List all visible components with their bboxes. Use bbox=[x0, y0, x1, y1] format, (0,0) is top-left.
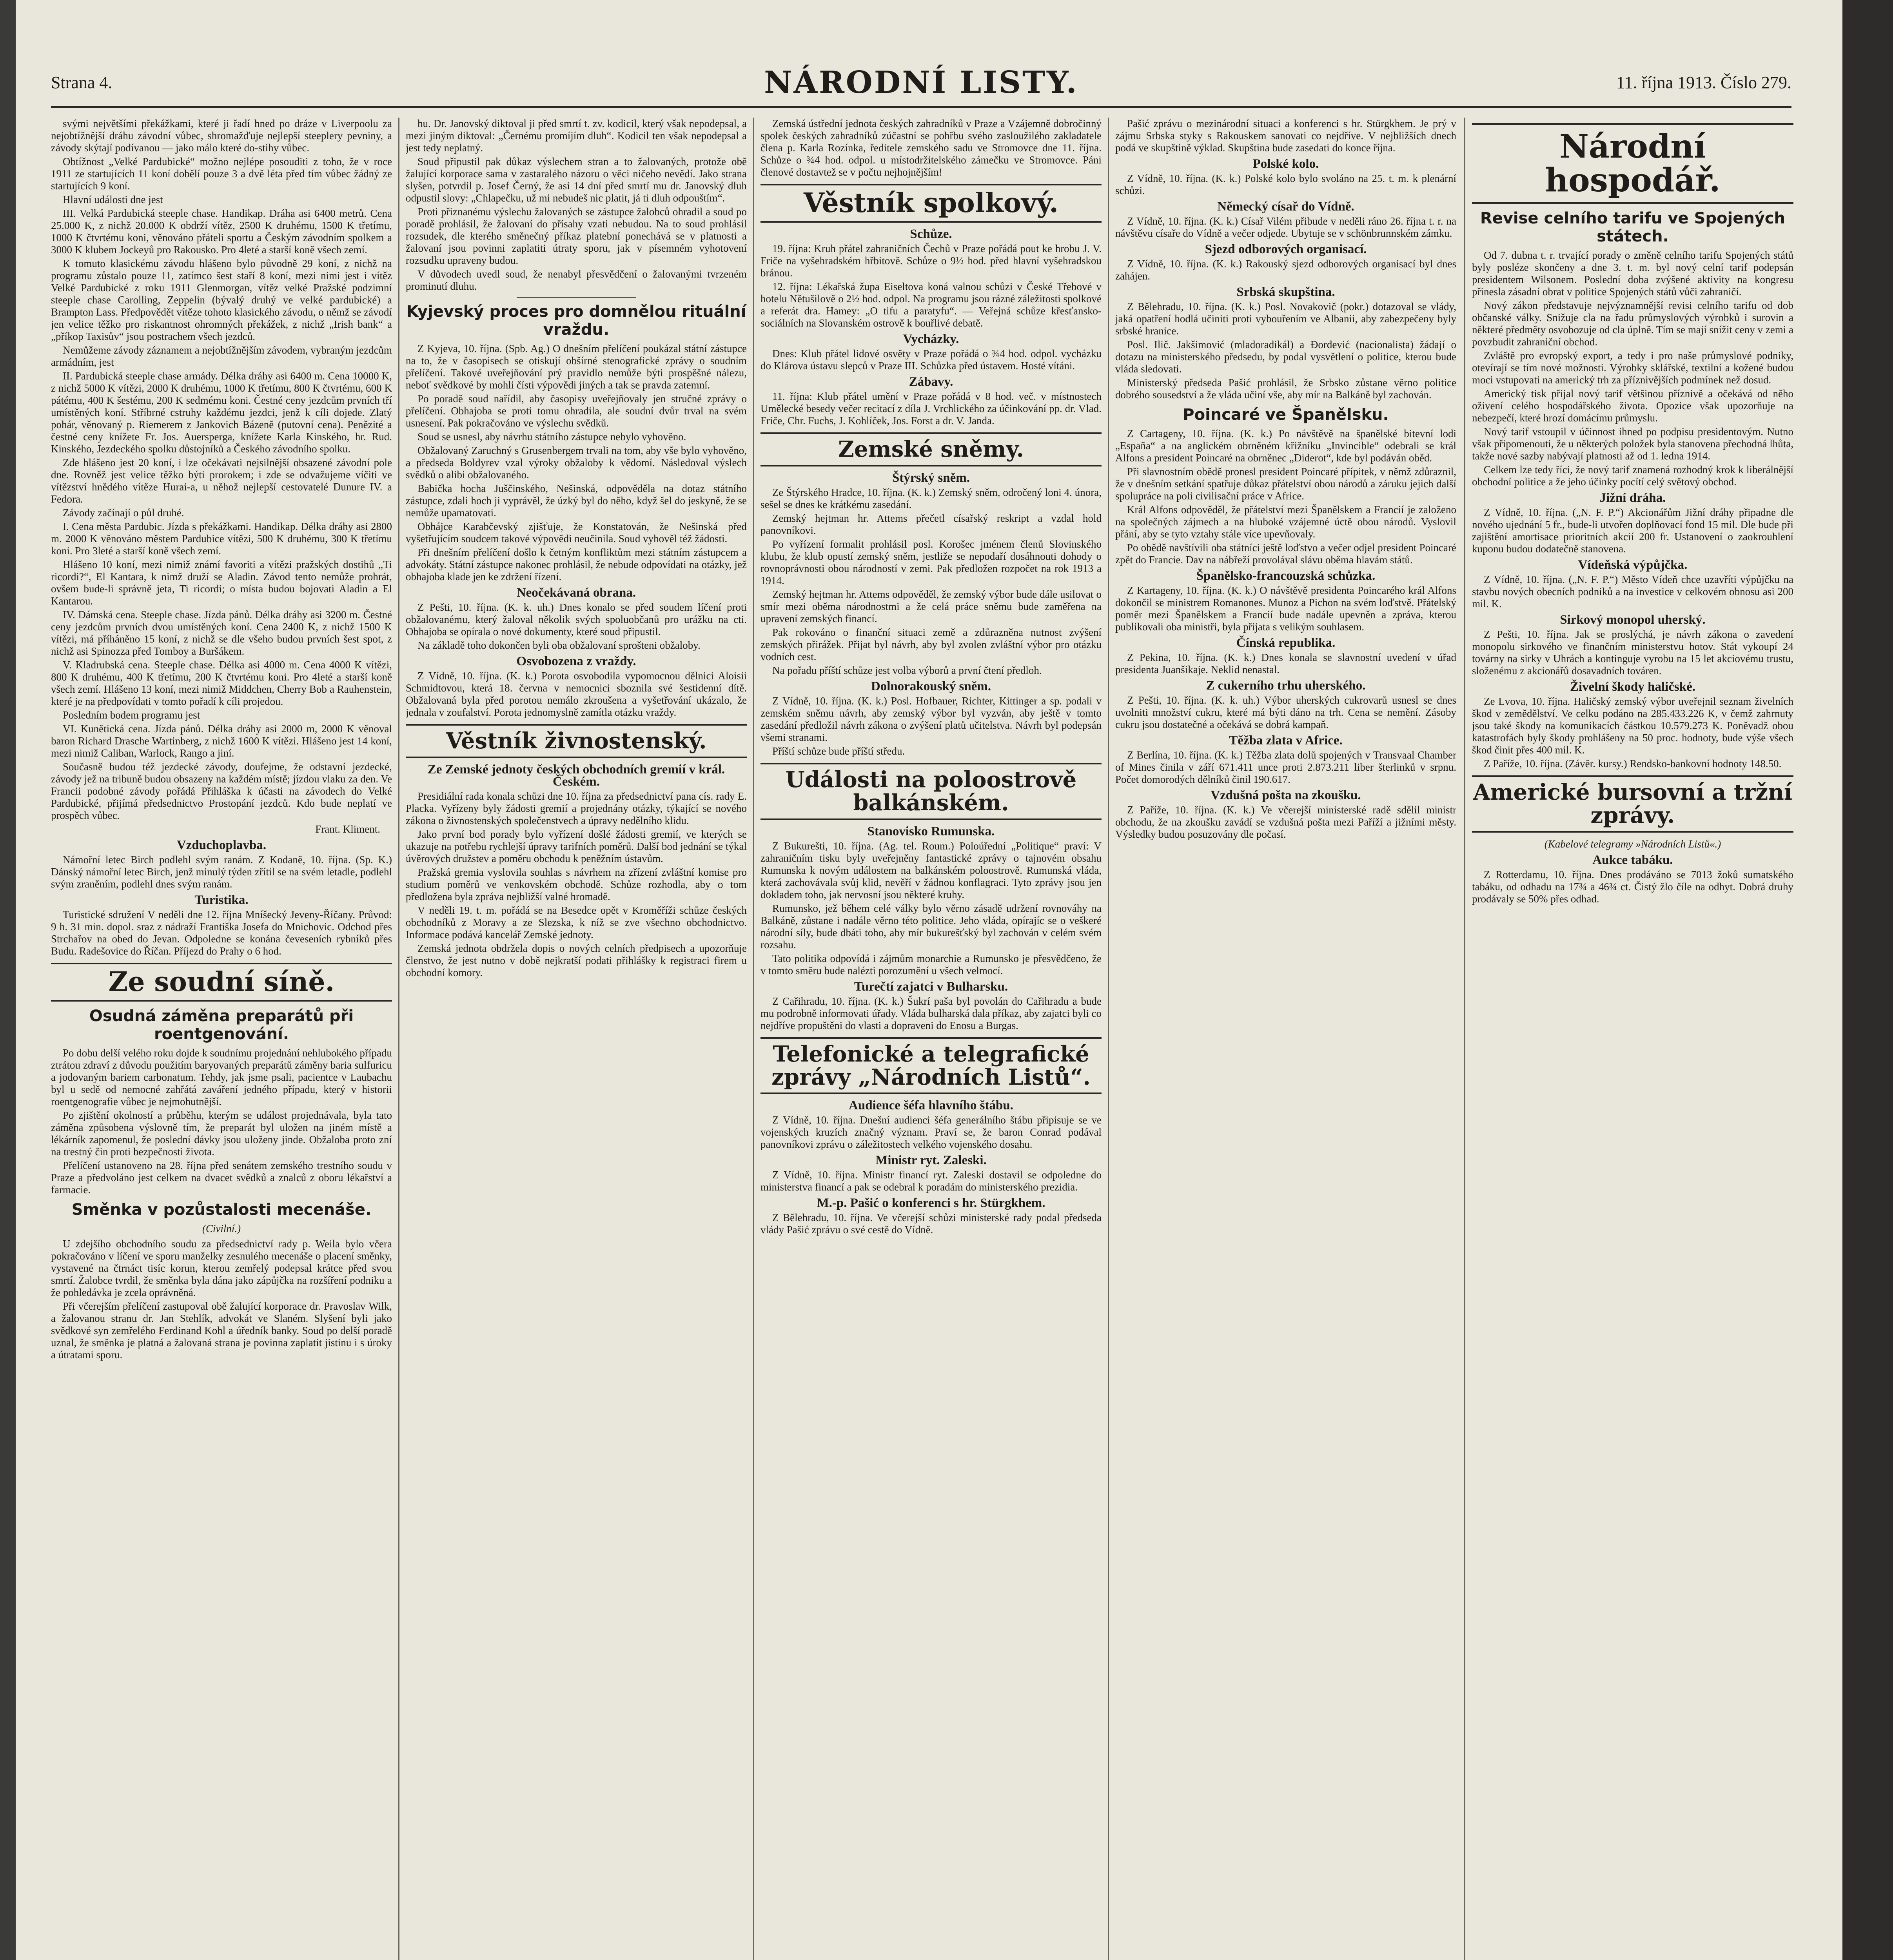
article-paragraph: Z Bukurešti, 10. října. (Ag. tel. Roum.) Poloúřední „Politique“ praví: V zahraničním tisku byly uveřejněny fantastické zprávy o tajnovém obsahu Rumunska k novým událostem na balkánském poloostrově. Rumunská vláda, která zachovávala svůj klid, nevěří v žádnou konflagraci. Tyto zprávy jsou jen dokladem toho, jak nervosní jsou některé kruhy. bbox=[760, 840, 1102, 900]
section-heading: M.-p. Pašić o konferenci s hr. Stürgkhem. bbox=[817, 1196, 1045, 1210]
section-heading: Čínská republika. bbox=[1236, 636, 1336, 650]
column-rule bbox=[753, 118, 754, 1960]
section-heading: Vycházky. bbox=[903, 332, 959, 347]
article-paragraph: Z Pekina, 10. října. (K. k.) Dnes konala se slavnostní uvedení v úřad presidenta Juanšikaje. Neklid nenastal. bbox=[1115, 652, 1456, 675]
article-headline: Neočekávaná obrana. bbox=[516, 586, 636, 600]
article-paragraph: Turistické sdružení V neděli dne 12. října Mníšecký Jeveny-Říčany. Průvod: 9 h. 31 min. dopol. sraz z nádraží Františka Josefa do Mnichovic. Odchod přes Strchařov na obed do Jevan. Odpoledne se konána čeveseních rybníků přes Budu. Radešovice do Říčan. Příjezd do Prahy o 6 hod. bbox=[51, 909, 392, 957]
column-2 bbox=[406, 118, 747, 1960]
article-paragraph: Z Cartageny, 10. října. (K. k.) Po návštěvě na španělské bitevní lodi „España“ a na anglickém obrněném křižníku „Invincible“ odebrali se král Alfons a president Poincaré na obrněnec „Diderot“, kde byl podáván oběd. bbox=[1115, 428, 1456, 464]
article-paragraph: Hlavní události dne jest bbox=[63, 194, 163, 205]
section-heading: Jižní dráha. bbox=[1599, 491, 1666, 505]
article-paragraph: Dnes: Klub přátel lidové osvěty v Praze pořádá o ¾4 hod. odpol. vycházku do Klárova ústavu slepců v Praze III. Schůzka před ústavem. Hosté vítáni. bbox=[760, 348, 1102, 372]
article-paragraph: Současně budou též jezdecké závody, doufejme, že odstavní jezdecké, závody jež na tribuně budou obsazeny na každém místě; jízdou vlaku za den. Ve Francii podobné závody pořádá Přihláška k účasti na závodech do Velké Pardubické, přijímá předsednictvo Prostopání jezdců. Kdo bude neplatí ve prospěch vůbec. bbox=[51, 761, 392, 821]
article-paragraph: 19. října: Kruh přátel zahraničních Čechů v Praze pořádá pout ke hrobu J. V. Friče na vyšehradském hřbitově. Schůze o 9½ hod. před hlavní vyšehradskou bránou. bbox=[760, 243, 1102, 279]
article-paragraph: Z Pešti, 10. října. Jak se proslýchá, je návrh zákona o zavedení monopolu sirkového ve finančním ministerstvu hotov. Stát vykoupí 24 továrny na sirky v Uhrách a kontinguje vyrobu na 15 let akciovému trustu, složenému z akcionářů dosavadních továren. bbox=[1472, 628, 1793, 677]
article-paragraph: Ze Štýrského Hradce, 10. října. (K. k.) Zemský sněm, odročený loni 4. února, sešel se dnes ke krátkému zasedání. bbox=[760, 486, 1102, 511]
column-rule bbox=[398, 118, 399, 1960]
column-rule bbox=[1464, 118, 1465, 1960]
section-heading: Ministr ryt. Zaleski. bbox=[875, 1153, 987, 1168]
article-paragraph: svými největšími překážkami, které ji řadí hned po dráze v Liverpoolu za nejobtížnější dráhu závodní vůbec, shromažďuje nejlepší steeplery pevniny, a závody skýtají podívanou — jako málo které do-stihy vůbec. bbox=[51, 118, 392, 154]
section-title-economy: Národní hospodář. bbox=[1472, 123, 1793, 204]
issue-date: 11. října 1913. Číslo 279. bbox=[1616, 73, 1791, 92]
masthead bbox=[51, 51, 1791, 108]
article-paragraph: Z Paříže, 10. října. (Závěr. kursy.) Rendsko-bankovní hodnoty 148.50. bbox=[1484, 758, 1782, 770]
article-paragraph: Z Rotterdamu, 10. října. Dnes prodáváno se 7013 žoků sumatského tabáku, od odhadu na 17¾ a 46¾ ct. Čistý žlo číle na odhyt. Dobrá druhy prodávaly se 50% přes odhad. bbox=[1472, 868, 1793, 905]
article-paragraph: Na pořadu příští schůze jest volba výborů a první čtení předloh. bbox=[772, 664, 1042, 677]
article-paragraph: I. Cena města Pardubic. Jízda s překážkami. Handikap. Délka dráhy asi 2800 m. 2000 K věnováno městem Pardubice vítězi, 500 K druhému, 300 K třetímu koni. Pro 3leté a starší koně všech zemí. bbox=[51, 521, 392, 557]
section-heading: Audience šéfa hlavního štábu. bbox=[849, 1098, 1013, 1113]
article-paragraph: Příští schůze bude příští středu. bbox=[772, 745, 905, 757]
article-paragraph: Zvláště pro evropský export, a tedy i pro naše průmyslové podniky, otevírají se tím nové možnosti. Výrobky sklářské, textilní a kožené budou moci vstupovati na americký trh za příznivějších podmínek než dosud. bbox=[1472, 350, 1793, 386]
article-paragraph: Z Vídně, 10. října. Dnešní audienci šéfa generálního štábu připisuje se ve vojenských kruzích značný význam. Praví se, že baron Conrad podával panovníkovi zprávu o záležitostech velkého vojenského dosahu. bbox=[760, 1114, 1102, 1151]
article-paragraph: Z Bělehradu, 10. října. Ve včerejší schůzi ministerské rady podal předseda vlády Pašić zprávu o své cestě do Vídně. bbox=[760, 1212, 1102, 1236]
section-heading: Turečtí zajatci v Bulharsku. bbox=[854, 979, 1008, 994]
article-paragraph: III. Velká Pardubická steeple chase. Handikap. Dráha asi 6400 metrů. Cena 25.000 K, z nichž 20.000 K obdrží vítěz, 2500 K druhému, 1500 K třetímu, 1000 K čtvrtému koni, věnováno přáteli sportu a Českým závodním spolkem a 3000 K klubem Jockeyů pro Rakousko. Pro 4leté a starší koně všech zemí. bbox=[51, 207, 392, 256]
article-paragraph: Americký tisk přijal nový tarif většinou příznivě a očekává od něho oživení celého hospodářského života. Opozice však upozorňuje na nebezpečí, které hrozí domácímu průmyslu. bbox=[1472, 388, 1793, 424]
article-paragraph: Po poradě soud nařídil, aby časopisy uveřejňovaly jen stručné zprávy o přelíčení. Obhajoba se proti tomu ohradila, ale soudní dvůr trval na svém usnesení. Pak pokračováno ve výslechu svědků. bbox=[406, 393, 747, 429]
article-paragraph: Obhájce Karabčevský zjišťuje, že Konstatován, že Nešinská před vyšetřujícím soudcem takové výpovědi neučinila. Soud vyhověl též žádosti. bbox=[406, 521, 747, 544]
article-paragraph: Z Vídně, 10. října. (K. k.) Polské kolo bylo svoláno na 25. t. m. k plenární schůzi. bbox=[1115, 172, 1456, 196]
article-paragraph: Obžalovaný Zaruchný s Grusenbergem trvali na tom, aby vše bylo vyhověno, a předseda Boldyrev vzal výroky obžaloby k vědomí. Následoval výslech svědků o alibi obžalovaného. bbox=[406, 445, 747, 481]
article-headline: Revise celního tarifu ve Spojených státech. bbox=[1480, 209, 1786, 246]
article-paragraph: Zde hlášeno jest 20 koní, i lze očekávati nejsilnější obsazené závodní pole dne. Rovněž jest velice těžko býti prorokem; i zde se odvažujeme víčiti ve vítězství hnědého vítěze Hurai-a, u něhož nejlepší cestovatelé Dunure IV. a Fedora. bbox=[51, 457, 392, 505]
article-paragraph: Z Vídně, 10. října. (K. k.) Císař Vilém přibude v neděli ráno 26. října t. r. na návštěvu císaře do Vídně a večer odjede. Ubytuje se v schönbrunnském zámku. bbox=[1115, 215, 1456, 239]
section-heading: Z cukerního trhu uherského. bbox=[1206, 679, 1366, 693]
article-paragraph: Z Cařihradu, 10. října. (K. k.) Šukrí paša byl povolán do Cařihradu a bude mu podrobně informovati úřady. Vláda bulharská dala příkaz, aby zajatci byli co nejdříve propuštěni do vlasti a dopraveni do Enosu a Burgas. bbox=[760, 995, 1102, 1031]
section-heading: Těžba zlata v Africe. bbox=[1229, 733, 1343, 748]
section-title-telegrams: Telefonické a telegrafické zprávy „Národních Listů“. bbox=[760, 1037, 1102, 1094]
section-heading: Polské kolo. bbox=[1252, 157, 1319, 171]
section-heading: Sirkový monopol uherský. bbox=[1560, 613, 1706, 627]
page-number: Strana 4. bbox=[51, 73, 113, 92]
article-paragraph: Z Pešti, 10. října. (K. k. uh.) Dnes konalo se před soudem líčení proti obžalovanému, který žaloval několik svých spoluobčanů pro urážku na cti. Obhajoba se opírala o nové dokumenty, které soud připustil. bbox=[406, 601, 747, 637]
section-title-american-markets: Americké bursovní a tržní zprávy. bbox=[1472, 775, 1793, 833]
article-paragraph: Při dnešním přelíčení došlo k četným konfliktům mezi státním zástupcem a advokáty. Státní zástupce nakonec prohlásil, že nebude odpovídati na otázky, jež obhajoba klade jen ke zdržení řízení. bbox=[406, 546, 747, 583]
article-paragraph: Pražská gremia vyslovila souhlas s návrhem na zřízení zvláštní komise pro studium poměrů ve venkovském obchodě. Schůze rozhodla, aby o tom předložena byla zpráva nejbližší valné hromadě. bbox=[406, 866, 747, 902]
article-paragraph: IV. Dámská cena. Steeple chase. Jízda pánů. Délka dráhy asi 3200 m. Čestné ceny jezdcům prvních dvou umístěných koní. Cena 2400 K, z nichž 1500 K vítězi, má příháněno 15 koní, z nichž se dle všeho budou prvních šest spot, z nichž asi Spinozza před Tomboy a Buršákem. bbox=[51, 609, 392, 657]
article-paragraph: Presidiální rada konala schůzi dne 10. října za předsednictví pana cís. rady E. Placka. Vyřízeny byly žádosti gremií a projednány otázky, týkající se nového zákona o živnostenských společenstvech a úpravy nedělního klidu. bbox=[406, 790, 747, 826]
column-5 bbox=[1472, 118, 1793, 1960]
article-paragraph: Po vyřízení formalit prohlásil posl. Korošec jménem členů Slovinského klubu, že klub opustí zemský sněm, jestliže se nepodaří dosáhnouti dohody o rovnoprávnosti obou národností v zemi. Pak předložen rozpočet na rok 1913 a 1914. bbox=[760, 538, 1102, 587]
section-title-court: Ze soudní síně. bbox=[51, 963, 392, 1002]
article-paragraph: U zdejšího obchodního soudu za předsednictví rady p. Weila bylo včera pokračováno v líčení ve sporu manželky zesnulého mecenáše o placení směnky, vystavené na čtrnáct tisíc korun, kterou zemřelý podepsal krátce před svou smrtí. Žalobce tvrdil, že směnka byla dána jako zápůjčka na rozšíření podniku a že pohledávka je zcela oprávněná. bbox=[51, 1238, 392, 1299]
section-heading: Živelní škody haličské. bbox=[1570, 680, 1695, 694]
article-paragraph: K tomuto klasickému závodu hlášeno bylo původně 29 koní, z nichž na programu zůstalo pouze 11, zatímco šest staří 8 koní, mezi nimi jest i vítěz Velké Pardubické z roku 1911 Glenmorgan, vítěz velké Pražské podzimní steeple chase Carolling, Zeppelin (bývalý druhý ve velké pardubické) a Brampton Lass. Předpovědět vítěze tohoto klasického závodu, o němž se závodí jen velice těžko pro riskantnost ohromných překážek, z nichž „Irish bank“ a „příkop Taxisův“ jsou postrachem všech jezdců. bbox=[51, 258, 392, 342]
column-3 bbox=[760, 118, 1102, 1960]
article-headline: Směnka v pozůstalosti mecenáše. bbox=[71, 1201, 372, 1219]
article-subtitle: (Civilní.) bbox=[202, 1223, 241, 1235]
column-4 bbox=[1115, 118, 1456, 1960]
article-paragraph: Z Vídně, 10. října. (K. k.) Porota osvobodila vypomocnou dělnici Aloisii Schmidtovou, která 18. června v nemocnici sboznila své šestidenní dítě. Obžalovaná byla před porotou nemálo zkroušena a vyšetřování ukázalo, že jednala v zoufalství. Porota jednomyslně zamítla otázku vraždy. bbox=[406, 670, 747, 718]
article-paragraph: Z Vídně, 10. října. Ministr financí ryt. Zaleski dostavil se odpoledne do ministerstva financí a pak se odebral k poradám do ministerského prezidia. bbox=[760, 1169, 1102, 1193]
article-paragraph: Při slavnostním obědě pronesl president Poincaré přípitek, v němž zdůraznil, že v dnešním setkání spatřuje důkaz přátelství obou národů a záruku jejich další spolupráce na poli civilisační práce v Africe. bbox=[1115, 466, 1456, 502]
article-paragraph: Závody začínají o půl druhé. bbox=[63, 507, 184, 519]
article-paragraph: V. Kladrubská cena. Steeple chase. Délka asi 4000 m. Cena 4000 K vítězi, 800 K druhému, 400 K třetímu, 200 K čtvrtému koni. Pro 4leté a starší koně všech zemí. Hlášeno 13 koní, mezi nimiž Middchen, Cherry Bob a Rauhenstein, které je na předpovídati v tomto pořadí k cíli projedou. bbox=[51, 659, 392, 707]
column-rule bbox=[1108, 118, 1109, 1960]
section-heading: Stanovisko Rumunska. bbox=[867, 824, 995, 838]
article-paragraph: Zemská ústřední jednota českých zahradníků v Praze a Vzájemně dobročinný spolek českých zahradníků zúčastní se pohřbu svého zasloužilého zakladatele člena p. Karla Rozínka, ředitele zemského sadu ve Stromovce dne 11. října. Schůze o ¾4 hod. odpol. u místodržitelského zámečku ve Stromovce. Páni členové dostavtež se v počtu nejhojnějším! bbox=[760, 118, 1102, 178]
article-paragraph: Ze Lvova, 10. října. Haličský zemský výbor uveřejnil seznam živelních škod v zemědělství. Ve celku podáno na 285.433.226 K, v čemž zahrnuty jsou také škody na komunikacích částkou 10.579.273 K. Poněvadž obou katastrofách byly škody prohlášeny na 50 proc. hodnoty, bude výše všech škod činit přes 400 mil. K. bbox=[1472, 695, 1793, 756]
newspaper-title: NÁRODNÍ LISTY. bbox=[764, 65, 1078, 100]
article-paragraph: 11. října: Klub přátel umění v Praze pořádá v 8 hod. več. v místnostech Umělecké besedy večer recitací z díla J. Vrchlického za účinkování pp. dr. Vlad. Friče, Chr. Fuchs, J. Kohlíček, Jos. Forst a dr. V. Janda. bbox=[760, 390, 1102, 427]
article-paragraph: Z Vídně, 10. října. (K. k.) Rakouský sjezd odborových organisací byl dnes zahájen. bbox=[1115, 258, 1456, 282]
article-paragraph: Po obědě navštívili oba státníci ještě loďstvo a večer odjel president Poincaré zpět do Francie. Dav na nábřeží provolával slávu oběma hlavám států. bbox=[1115, 542, 1456, 566]
section-heading: Španělsko-francouzská schůzka. bbox=[1196, 569, 1376, 583]
section-heading: Aukce tabáku. bbox=[1592, 853, 1673, 867]
article-paragraph: V neděli 19. t. m. pořádá se na Besedce opět v Kroměříži schůze českých obchodníků z Moravy a ze Slezska, k níž se zve všechno obchodnictvo. Informace podává kancelář Zemské jednoty. bbox=[406, 904, 747, 940]
column-1 bbox=[51, 118, 392, 1960]
article-paragraph: Námořní letec Birch podlehl svým ranám. Z Kodaně, 10. října. (Sp. K.) Dánský námořní letec Birch, jenž minulý týden zřítil se na svém letadle, podlehl svým zraněním, podlehl dnes svým ranám. bbox=[51, 854, 392, 890]
article-paragraph: Nový zákon představuje nejvýznamnější revisi celního tarifu od dob občanské války. Snižuje cla na řadu průmyslových výrobků i surovin a některé předměty osvobozuje od cla úplně. Tím se mají snížit ceny v zemi a povzbudit zahraniční obchod. bbox=[1472, 299, 1793, 348]
article-paragraph: Na základě toho dokončen byli oba obžalovaní sprošteni obžaloby. bbox=[417, 639, 701, 651]
section-heading: Dolnorakouský sněm. bbox=[871, 679, 991, 694]
article-paragraph: V důvodech uvedl soud, že nenabyl přesvědčení o žalovanými tvrzeném prominutí dluhu. bbox=[406, 268, 747, 292]
article-paragraph: Posledním bodem programu jest bbox=[63, 709, 200, 721]
article-paragraph: Zemský hejtman hr. Attems odpověděl, že zemský výbor bude dále usilovat o smír mezi oběma národnostmi a že celá práce sněmu bude zaměřena na upravení zemských financí. bbox=[760, 588, 1102, 625]
article-paragraph: Zemská jednota obdržela dopis o nových celních předpisech a upozorňuje členstvo, že jest nutno v době nejkratší podati přihlášky k registraci firem u obchodní komory. bbox=[406, 942, 747, 978]
article-headline: Ze Zemské jednoty českých obchodních gremií v král. Českém. bbox=[427, 762, 725, 789]
section-heading: Zábavy. bbox=[909, 375, 953, 389]
article-paragraph: Proti přiznanému výslechu žalovaných se zástupce žalobců ohradil a soud po poradě prohlásil, že žalovaní do přísahy vzati nebudou. Na to soud prohlásil rozsudek, dle kterého směnečný příkaz platební ponechává se v platnosti a žalovaní jsou povinni zaplatiti útraty sporu, jak v písemném vyhotovení rozsudku upraveny budou. bbox=[406, 206, 747, 266]
article-paragraph: Soud se usnesl, aby návrhu státního zástupce nebylo vyhověno. bbox=[417, 431, 686, 443]
section-heading: Schůze. bbox=[910, 227, 952, 241]
article-paragraph: Z Paříže, 10. října. (K. k.) Ve včerejší ministerské radě sdělil ministr obchodu, že na zkoušku zavádí se vzdušná pošta mezi Paříží a jižními městy. Výsledky budou posuzovány dle počasí. bbox=[1115, 804, 1456, 840]
divider bbox=[517, 297, 636, 298]
article-paragraph: Z Berlína, 10. října. (K. k.) Těžba zlata dolů spojených v Transvaal Chamber of Mines činila v září 671.411 unce proti 2.873.211 liber šterlinků v srpnu. Počet domorodých dělníků činil 190.617. bbox=[1115, 749, 1456, 785]
section-title-societies: Věstník spolkový. bbox=[760, 184, 1102, 223]
scan-edge bbox=[1842, 0, 1893, 1960]
article-paragraph: Z Vídně, 10. října. („N. F. P.“) Akcionářům Jižní dráhy připadne dle nového ujednání 5 fr., bude-li utvořen doplňovací fond 15 mil. Dle bude při zajištění amortisace prioritních akcií 200 fr. Ustanovení o zaokrouhlení kuponu budou dodatečně stanovena. bbox=[1472, 506, 1793, 555]
section-title-diets: Zemské sněmy. bbox=[760, 432, 1102, 466]
article-headline: Osvobozena z vraždy. bbox=[516, 654, 636, 668]
article-paragraph: Posl. Ilič. Jakšimović (mladoradikál) a Đorđević (nacionalista) žádají o dotazu na ministerského předsedu, by podal vysvětlení o politice, kterou bude vláda sledovati. bbox=[1115, 339, 1456, 375]
article-paragraph: Celkem lze tedy říci, že nový tarif znamená rozhodný krok k liberálnější obchodní politice a že jeho účinky pocítí celý světový obchod. bbox=[1472, 464, 1793, 488]
section-heading: Sjezd odborových organisací. bbox=[1205, 242, 1367, 256]
article-headline: Kyjevský proces pro domnělou rituální vraždu. bbox=[406, 303, 746, 339]
section-heading: Vzdušná pošta na zkoušku. bbox=[1211, 788, 1361, 802]
article-paragraph: hu. Dr. Janovský diktoval ji před smrtí t. zv. kodicil, který však nepodepsal, a mezi jiným diktoval: „Černému promíjím dluh“. Kodicil ten však nepodepsal a jest tedy neplatný. bbox=[406, 118, 747, 154]
article-paragraph: Přelíčení ustanoveno na 28. října před senátem zemského trestního soudu v Praze a předvoláno jest celkem na dvacet svědků a znalců z oboru lékařství a farmacie. bbox=[51, 1160, 392, 1196]
article-paragraph: Jako první bod porady bylo vyřízení došlé žádosti gremií, ve kterých se ukazuje na potřebu rychlejší úpravy tarifních poměrů. Další bod jednání se týkal úvěrových družstev a poměru obchodu k peněžním ústavům. bbox=[406, 828, 747, 864]
section-heading: Německý císař do Vídně. bbox=[1217, 200, 1354, 214]
section-heading: Štýrský sněm. bbox=[892, 471, 970, 485]
article-paragraph: II. Pardubická steeple chase armády. Délka dráhy asi 6400 m. Cena 10000 K, z nichž 5000 K vítězi, 2000 K druhému, 1000 K třetímu, 800 K čtvrtému, 600 K pátému, 400 K šestému, 200 K sedmému koni. Čestné ceny jezdcům prvních tří umístěných koní. Stříbrné cstruhy každému jezdci, jenž k cíli dojede. Zlatý pohár, věnovaný p. Riemerem z Jankovich Bázeně (putovní cena). Penězité a čestné ceny knížete Fr. Jos. Auersperga, knížete Karla Kinského, hr. Rud. Kinského, Jezdeckého spolku důstojníků a Českého závodního spolku. bbox=[51, 370, 392, 455]
section-title-balkans: Události na poloostrově balkánském. bbox=[760, 763, 1102, 820]
article-paragraph: Po dobu delší velého roku dojde k soudnímu projednání nehlubokého případu ztrátou zdraví z důvodu použitím baryovaných preparátů záměny baria sulfuricu a jodovaným bariem carbonatum. Tehdy, jak jsme psali, pacientce v Laubachu byl u sedě od nemocné zahřátá zaváření jedného případu, který v historii roentgenografie vůbec je nejmohutnější. bbox=[51, 1047, 392, 1108]
section-heading: Vídeňská výpůjčka. bbox=[1578, 558, 1688, 572]
section-heading: Vzduchoplavba. bbox=[176, 838, 267, 852]
article-subtitle: (Kabelové telegramy »Národních Listů«.) bbox=[1544, 838, 1721, 850]
article-paragraph: Pak rokováno o finanční situaci země a zdůrazněna nutnost zvýšení zemských přirážek. Přijat byl návrh, aby byl zvolen zvláštní výbor pro otázku vodních cest. bbox=[760, 626, 1102, 663]
article-paragraph: Nemůžeme závody záznamem a nejobtížnějším závodem, vybraným jezdcům armádním, jest bbox=[51, 344, 392, 368]
article-paragraph: Z Vídně, 10. října. („N. F. P.“) Město Vídeň chce uzavříti výpůjčku na stavbu nových obecních podniků a na investice v celkovém obnosu asi 200 mil. K. bbox=[1472, 573, 1793, 610]
newspaper-page bbox=[16, 0, 1842, 1960]
section-heading: Turistika. bbox=[194, 893, 249, 907]
article-paragraph: Z Vídně, 10. října. (K. k.) Posl. Hofbauer, Richter, Kittinger a sp. podali v zemském sněmu návrh, aby zemský výbor byl vyzván, aby ještě v tomto zasedání předložil návrh zákona o zvýšení platů učitelstva. Návrh byl podepsán všemi stranami. bbox=[760, 695, 1102, 744]
article-paragraph: 12. října: Lékařská župa Eiseltova koná valnou schůzi v České Třebové v hotelu Nětušilově o 2½ hod. odpol. Na programu jsou rázné záležitosti spolkové a referát dra. Hamey: „O tifu a paratyfu“. — Veřejná schůze křesťansko-sociálních na Slovanském ostrově k bouřlivé debatě. bbox=[760, 281, 1102, 329]
article-paragraph: Pašić zprávu o mezinárodní situaci a konferenci s hr. Stürgkhem. Je prý v zájmu Srbska styky s Rakouskem sanovati co nejdříve. V nejbližších dnech podá ve skupštině výklad. Skupština bude zasedati do konce října. bbox=[1115, 118, 1456, 154]
article-paragraph: Hlášeno 10 koní, mezi nimiž známí favoriti a vítězi pražských dostihů „Ti ricordi?“, El Kantara, k nimž druží se Aladin. Závod tento nemůže prohrát, ovšem bude-li správně jeta, Ti ricordi; o místa budou bojovati Aladin a El Kantarou. bbox=[51, 559, 392, 607]
article-paragraph: Rumunsko, jež během celé války bylo věrno zásadě udržení rovnováhy na Balkáně, zůstane i nadále věrno této politice. Jeho vláda, opírajíc se o veškeré národní síly, bude dbáti toho, aby mír bukurešťský byl zachován v celém svém rozsahu. bbox=[760, 902, 1102, 951]
article-paragraph: Tato politika odpovídá i zájmům monarchie a Rumunsko je přesvědčeno, že v tomto směru bude nalézti porozumění u všech velmocí. bbox=[760, 952, 1102, 976]
article-paragraph: Z Kartageny, 10. října. (K. k.) O návštěvě presidenta Poincarého král Alfons dokončil se ministrem Romanones. Munoz a Pichon na svém loďstvě. Přátelský poměr mezi Španělskem a Francií bude nadále upevněn a zpráva, kterou publikovali oba ministři, byla přijata s velikým souhlasem. bbox=[1115, 584, 1456, 633]
article-paragraph: Babička hocha Juščinského, Nešinská, odpověděla na dotaz státního zástupce, zdali hoch ji vyprávěl, že úzký byl do něho, když šel do jeskyně, že se nemůže upamatovati. bbox=[406, 483, 747, 519]
author-signature: Frant. Kliment. bbox=[315, 823, 380, 835]
article-paragraph: Nový tarif vstoupil v účinnost ihned po podpisu presidentovým. Nutno však připomenouti, že u některých položek byla stanovena přechodná lhůta, takže nové sazby nabývají platnosti až od 1. ledna 1914. bbox=[1472, 426, 1793, 462]
article-paragraph: Při včerejším přelíčení zastupoval obě žalující korporace dr. Pravoslav Wilk, a žalovanou stranu dr. Jan Stehlík, advokát ve Slaném. Slyšení byli jako svědkové syn zemřelého Ferdinand Kohl a úředník banky. Soud po delší poradě uznal, že směnka je platná a žalovaná strana je povinna zaplatit jistinu i s úroky a útratami sporu. bbox=[51, 1300, 392, 1361]
article-paragraph: Z Bělehradu, 10. října. (K. k.) Posl. Novakovič (pokr.) dotazoval se vlády, jaká opatření hodlá učiniti proti vybouřením ve Albanii, aby zabezpečeny byly srbské hranice. bbox=[1115, 301, 1456, 337]
article-paragraph: Po zjištění okolností a průběhu, kterým se událost projednávala, byla tato záměna způsobena výslovně tím, že preparát byl uložen na jiném místě a lékárník zapomenul, že poslední dávky jsou uloženy jinde. Obžaloba proto zní na trestný čin proti bezpečnosti života. bbox=[51, 1109, 392, 1158]
article-paragraph: Soud připustil pak důkaz výslechem stran a to žalovaných, protože obě žalující korporace sama v zastaralého názoru o věci ničeho nevědí. Jako strana slyšen, potvrdil p. Josef Černý, že asi 14 dní před smrtí mu dr. Janovský dluh odpustil slovy: „Chlapečku, už mi nebudeš nic platit, já ti dluh odpouštím“. bbox=[406, 156, 747, 204]
article-paragraph: VI. Kunětická cena. Jízda pánů. Délka dráhy asi 2000 m, 2000 K věnoval baron Richard Drasche Wartinberg, z nichž 1600 K vítězi. Hlášeno jest 14 koní, mezi nimiž Caliban, Warlock, Rango a jiní. bbox=[51, 723, 392, 759]
article-paragraph: Obtížnost „Velké Pardubické“ možno nejlépe posouditi z toho, že v roce 1911 ze startujících 11 koní dobělí pouze 3 a dvě léta před tím vůbec žádný ze startujících 9 koní. bbox=[51, 156, 392, 192]
article-paragraph: Z Kyjeva, 10. října. (Spb. Ag.) O dnešním přelíčení poukázal státní zástupce na to, že v časopisech se otiskují obšírné stenografické zprávy o soudním přelíčení. Takové uveřejňování prý pravidlo nemůže býti prospěšné nálezu, neboť svědkové by mohli čísti výpovědi jiných a tak se pravda zatemní. bbox=[406, 343, 747, 391]
section-heading: Srbská skupština. bbox=[1236, 285, 1335, 299]
article-headline: Osudná záměna preparátů při roentgenování. bbox=[89, 1007, 354, 1044]
article-paragraph: Král Alfons odpověděl, že přátelství mezi Španělskem a Francií je založeno na společných zájmech a na hluboké vzájemné úctě obou národů. Vyslovil přání, aby se tyto vztahy stále více upevňovaly. bbox=[1115, 504, 1456, 540]
section-title-trade: Věstník živnostenský. bbox=[406, 724, 747, 758]
article-paragraph: Zemský hejtman hr. Attems přečetl císařský reskript a vzdal hold panovníkovi. bbox=[760, 512, 1102, 537]
article-paragraph: Ministerský předseda Pašić prohlásil, že Srbsko zůstane věrno politice dobrého sousedství a že vláda učiní vše, aby mír na Balkáně byl zachován. bbox=[1115, 377, 1456, 401]
article-headline: Poincaré ve Španělsku. bbox=[1183, 406, 1389, 424]
article-paragraph: Z Pešti, 10. října. (K. k. uh.) Výbor uherských cukrovarů usnesl se dnes uvolniti množství cukru, které má býti dáno na trh. Cena se nemění. Zásoby cukru jsou dostatečné a očekává se dobrá kampaň. bbox=[1115, 694, 1456, 730]
article-paragraph: Od 7. dubna t. r. trvající porady o změně celního tarifu Spojených států byly posléze skončeny a dne 3. t. m. byl nový celní tarif podepsán presidentem Wilsonem. Poslední doba zvýšené aktivity na kongresu přinesla zásadní obrat v politice Spojených států vůči zahraničí. bbox=[1472, 249, 1793, 298]
